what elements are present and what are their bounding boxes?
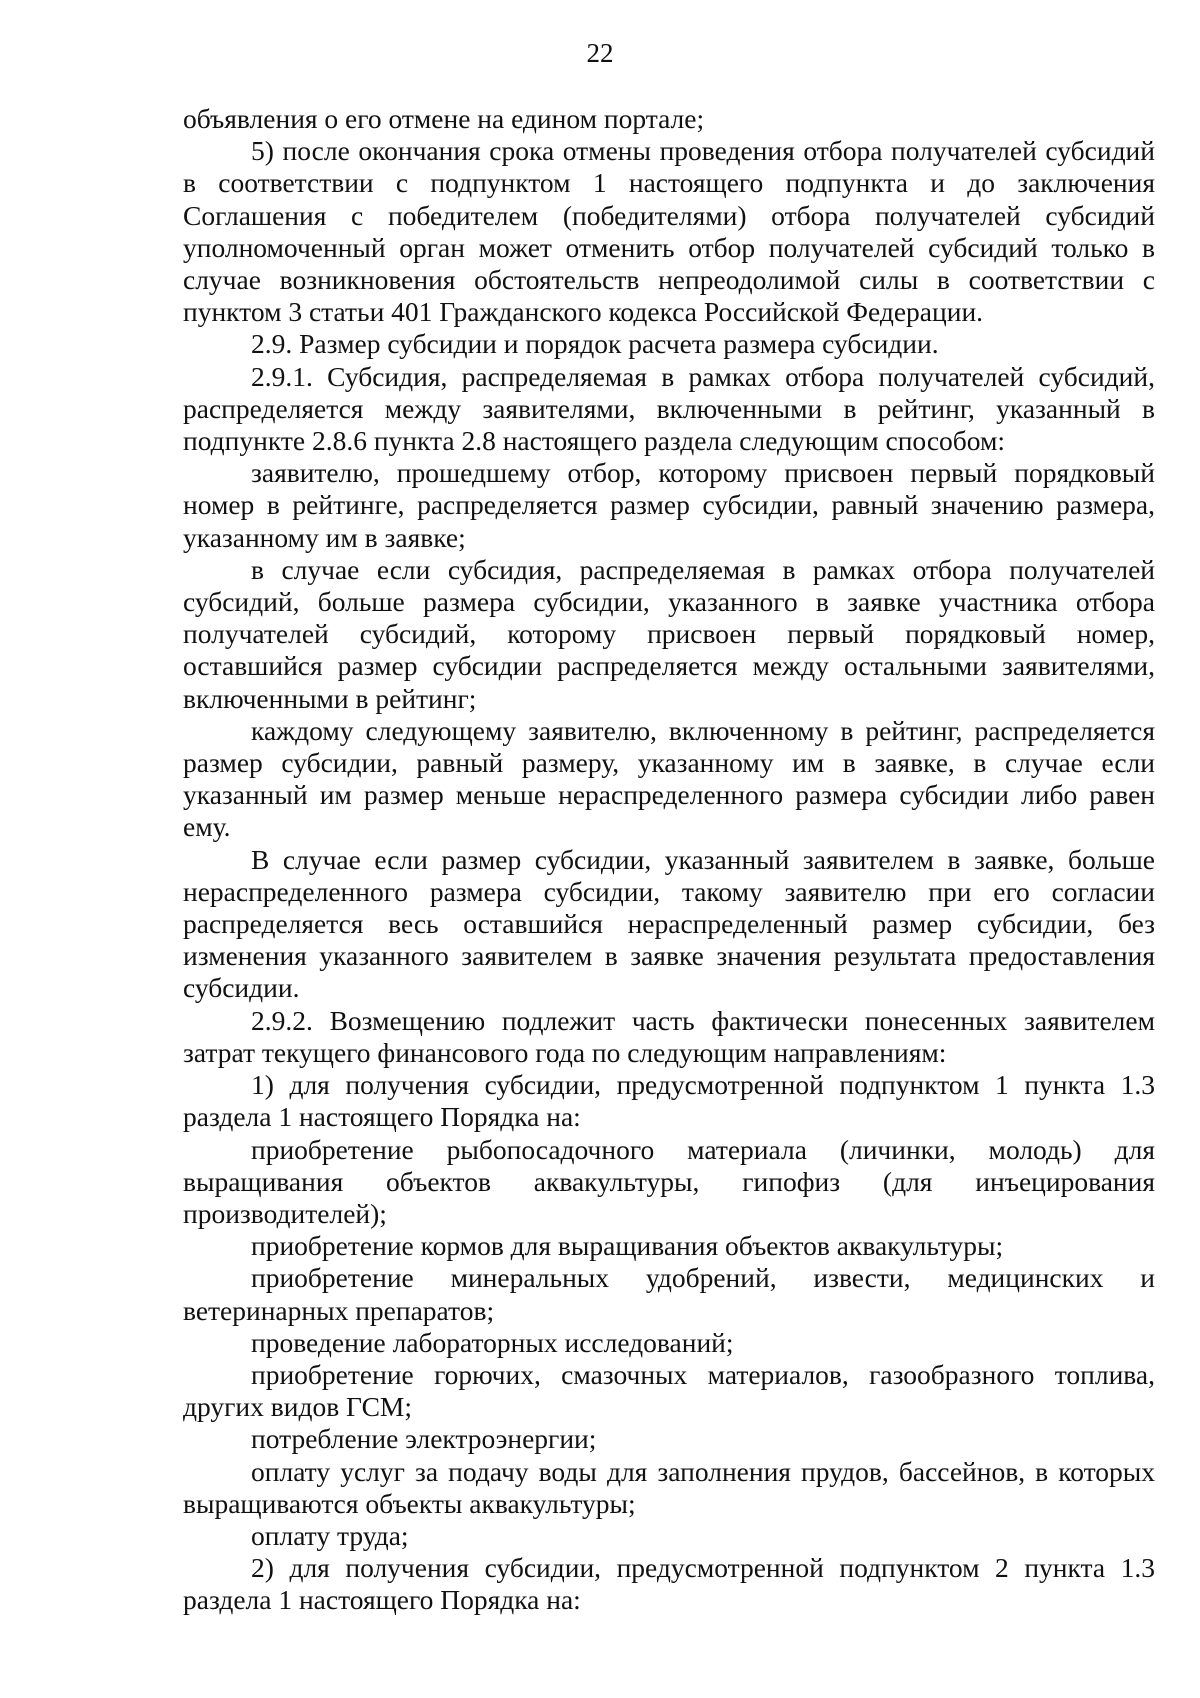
paragraph-subitem-2: 2) для получения субсидии, предусмотренной подпунктом 2 пункта 1.3 раздела 1 настоящего Порядка на: <box>183 1552 1155 1616</box>
paragraph-next-applicant: каждому следующему заявителю, включенному в рейтинг, распределяется размер субсидии, равный размеру, указанному им в заявке, в случае если указанный им размер меньше нераспределенного размера субсидии либо равен ему. <box>183 714 1155 843</box>
paragraph-first-applicant: заявителю, прошедшему отбор, которому присвоен первый порядковый номер в рейтинге, распределяется размер субсидии, равный значению размера, указанному им в заявке; <box>183 457 1155 553</box>
list-item-fuel: приобретение горючих, смазочных материалов, газообразного топлива, других видов ГСМ; <box>183 1358 1155 1423</box>
list-item-fish-stock: приобретение рыбопосадочного материала (личинки, молодь) для выращивания объектов аквакультуры, гипофиз (для инъецирования производителей); <box>183 1133 1155 1229</box>
section-heading-2-9: 2.9. Размер субсидии и порядок расчета размера субсидии. <box>251 328 939 360</box>
paragraph-remaining-subsidy: в случае если субсидия, распределяемая в рамках отбора получателей субсидий, больше размера субсидии, указанного в заявке участника отбора получателей субсидий, которому присвоен первый порядковый номер, оставшийся размер субсидии распределяется между остальными заявителями, включенными в рейтинг; <box>183 553 1155 714</box>
list-item-fertilizers: приобретение минеральных удобрений, извести, медицинских и ветеринарных препаратов; <box>183 1262 1155 1326</box>
list-item-feed: приобретение кормов для выращивания объектов аквакультуры; <box>251 1230 1004 1262</box>
paragraph-larger-request: В случае если размер субсидии, указанный заявителем в заявке, больше нераспределенного размера субсидии, такому заявителю при его согласии распределяется весь оставшийся нераспределенный размер субсидии, без изменения указанного заявителем в заявке значения результата предоставления субсидии. <box>183 843 1155 1004</box>
list-item-water-supply: оплату услуг за подачу воды для заполнения прудов, бассейнов, в которых выращиваются объекты аквакультуры; <box>183 1455 1155 1519</box>
list-item-lab-tests: проведение лабораторных исследований; <box>251 1326 734 1358</box>
paragraph-subitem-1: 1) для получения субсидии, предусмотренной подпунктом 1 пункта 1.3 раздела 1 настоящего Порядка на: <box>183 1069 1155 1133</box>
paragraph-item-5-cancellation: 5) после окончания срока отмены проведения отбора получателей субсидий в соответствии с подпунктом 1 настоящего подпункта и до заключения Соглашения с победителем (победителями) отбора получателей субсидий уполномоченный орган может отменить отбор получателей субсидий только в случае возникновения обстоятельств непреодолимой силы в соответствии с пунктом 3 статьи 401 Гражданского кодекса Российской Федерации. <box>183 135 1155 328</box>
page-number: 22 <box>586 38 614 68</box>
paragraph-2-9-2: 2.9.2. Возмещению подлежит часть фактически понесенных заявителем затрат текущего финансового года по следующим направлениям: <box>183 1004 1155 1068</box>
document-body <box>183 103 1155 1617</box>
list-item-electricity: потребление электроэнергии; <box>251 1423 597 1455</box>
paragraph-2-9-1: 2.9.1. Субсидия, распределяемая в рамках отбора получателей субсидий, распределяется между заявителями, включенными в рейтинг, указанный в подпункте 2.8.6 пункта 2.8 настоящего раздела следующим способом: <box>183 360 1155 457</box>
paragraph-continuation: объявления о его отмене на едином портале; <box>183 103 705 134</box>
list-item-labor: оплату труда; <box>251 1519 409 1551</box>
